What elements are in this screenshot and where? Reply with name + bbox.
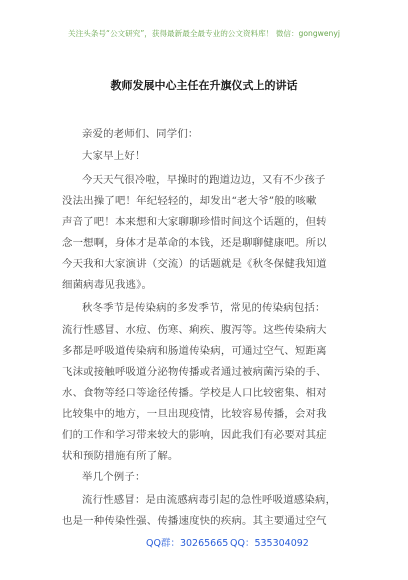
paragraph-line: 多都是呼吸道传染病和肠道传染病，可通过空气、短距离 [62,345,327,357]
paragraph-line: 流行性感冒：是由流感病毒引起的急性呼吸道感染病， [82,494,337,506]
paragraph-line: 没法出操了吧！年纪轻轻的，却发出“老大爷”般的咳嗽 [62,195,317,207]
footer-qq-group[interactable]: QQ群：30265665 [146,538,229,549]
paragraph-line: 飞沫或接触呼吸道分泌物传播或者通过被病菌污染的手、 [62,366,327,378]
paragraph-line: 状和预防措施有所了解。 [62,450,179,462]
paragraph-line: 今天我和大家演讲（交流）的话题就是《秋冬保健我知道 [62,258,327,270]
paragraph-line: 声音了吧！本来想和大家聊聊珍惜时间这个话题的，但转 [62,216,327,228]
paragraph-line: 细菌病毒见我逃》。 [62,279,153,291]
paragraph-line: 水、食物等经口等途径传播。学校是人口比较密集、相对 [62,387,327,399]
header-note: 关注头条号“公文研究”，获得最新最全最专业的公文资料库！ 微信：gongwenyj [68,29,340,38]
paragraph-line: 们的工作和学习带来较大的影响，因此我们有必要对其症 [62,429,327,441]
paragraph-line: 比较集中的地方，一旦出现疫情，比较容易传播，会对我 [62,408,327,420]
paragraph-line: 念一想啊，身体才是革命的本钱，还是聊聊健康吧。所以 [62,237,327,249]
paragraph-line: 举几个例子： [82,471,146,483]
greeting-line: 大家早上好！ [82,150,146,162]
paragraph-line: 秋冬季节是传染病的多发季节，常见的传染病包括： [82,302,326,314]
paragraph-line: 今天天气很冷啦，早操时的跑道边边，又有不少孩子 [82,174,326,186]
document-title: 教师发展中心主任在升旗仪式上的讲话 [110,79,298,92]
paragraph-line: 流行性感冒、水痘、伤寒、痢疾、腹泻等。这些传染病大 [62,324,327,336]
footer-qq-contact[interactable]: QQ：535304092 [230,538,309,549]
salutation-line: 亲爱的老师们、同学们： [82,128,199,140]
paragraph-line: 也是一种传染性强、传播速度快的疾病。其主要通过空气 [62,515,327,527]
